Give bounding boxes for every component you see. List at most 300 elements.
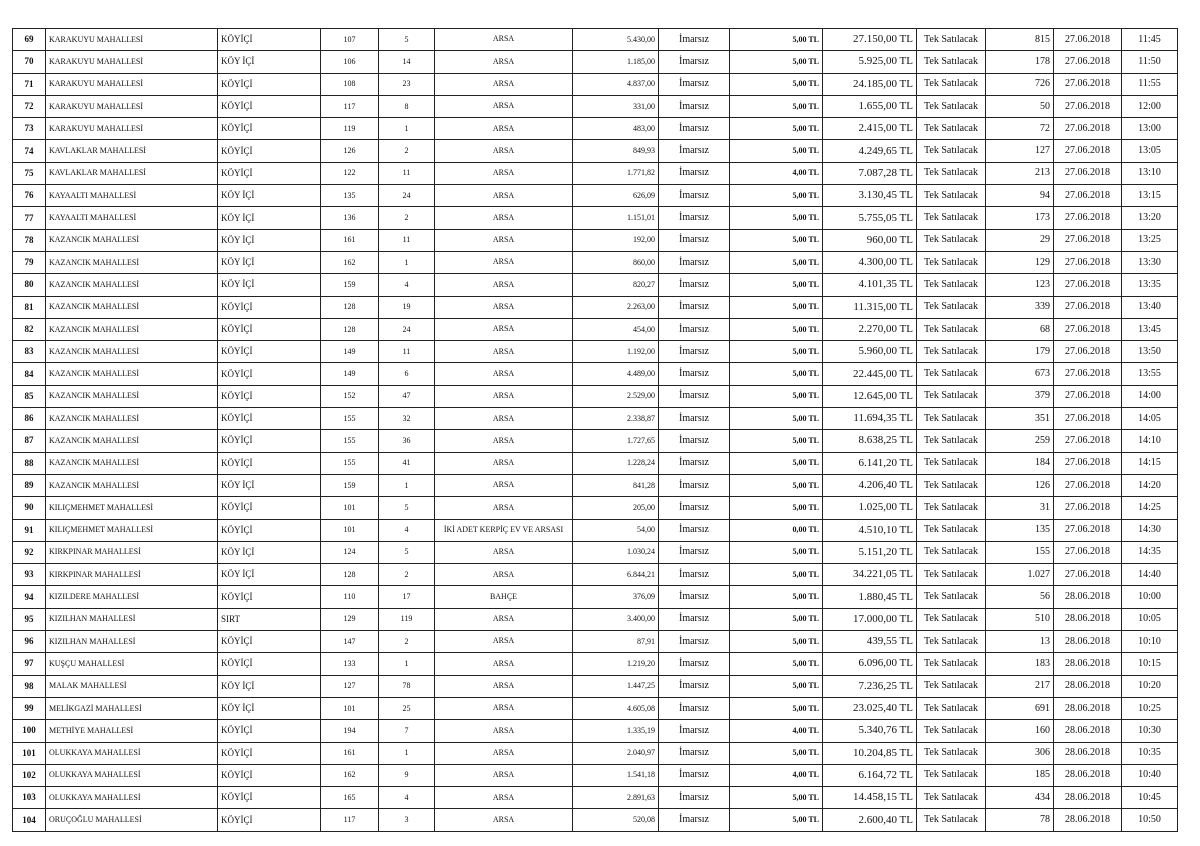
area-cell: 1.228,24 <box>573 452 659 474</box>
auction-date-cell: 27.06.2018 <box>1054 95 1122 117</box>
row-number: 70 <box>13 51 46 73</box>
property-type-cell: ARSA <box>435 251 573 273</box>
row-number: 80 <box>13 274 46 296</box>
neighborhood-cell: KIZILHAN MAHALLESİ <box>46 608 218 630</box>
sale-type-cell: Tek Satılacak <box>917 564 986 586</box>
auction-date-cell: 28.06.2018 <box>1054 809 1122 832</box>
zoning-cell: İmarsız <box>659 586 730 608</box>
sale-type-cell: Tek Satılacak <box>917 185 986 207</box>
deposit-cell: 213 <box>986 162 1054 184</box>
deposit-cell: 691 <box>986 697 1054 719</box>
row-number: 95 <box>13 608 46 630</box>
estimated-value-cell: 2.415,00 TL <box>823 118 917 140</box>
row-number: 103 <box>13 787 46 809</box>
area-cell: 2.040,97 <box>573 742 659 764</box>
parcel-cell: 6 <box>379 363 435 385</box>
auction-time-cell: 10:05 <box>1122 608 1178 630</box>
parcel-cell: 1 <box>379 653 435 675</box>
auction-date-cell: 27.06.2018 <box>1054 385 1122 407</box>
neighborhood-cell: KAZANCIK MAHALLESİ <box>46 274 218 296</box>
auction-time-cell: 10:15 <box>1122 653 1178 675</box>
auction-time-cell: 11:45 <box>1122 29 1178 51</box>
neighborhood-cell: KAYAALTI MAHALLESİ <box>46 185 218 207</box>
table-row <box>13 341 1178 363</box>
estimated-value-cell: 960,00 TL <box>823 229 917 251</box>
sale-type-cell: Tek Satılacak <box>917 73 986 95</box>
estimated-value-cell: 1.655,00 TL <box>823 95 917 117</box>
area-cell: 1.030,24 <box>573 541 659 563</box>
auction-time-cell: 13:35 <box>1122 274 1178 296</box>
property-type-cell: ARSA <box>435 787 573 809</box>
neighborhood-cell: KAZANCIK MAHALLESİ <box>46 474 218 496</box>
table-row <box>13 541 1178 563</box>
zoning-cell: İmarsız <box>659 185 730 207</box>
row-number: 85 <box>13 385 46 407</box>
estimated-value-cell: 439,55 TL <box>823 631 917 653</box>
deposit-cell: 29 <box>986 229 1054 251</box>
estimated-value-cell: 34.221,05 TL <box>823 564 917 586</box>
block-cell: 152 <box>321 385 379 407</box>
unit-price-cell: 5,00 TL <box>730 51 823 73</box>
block-cell: 135 <box>321 185 379 207</box>
row-number: 76 <box>13 185 46 207</box>
area-cell: 1.541,18 <box>573 764 659 786</box>
table-body <box>13 29 1178 832</box>
auction-date-cell: 27.06.2018 <box>1054 408 1122 430</box>
sale-type-cell: Tek Satılacak <box>917 385 986 407</box>
block-cell: 162 <box>321 251 379 273</box>
neighborhood-cell: KAYAALTI MAHALLESİ <box>46 207 218 229</box>
property-type-cell: ARSA <box>435 296 573 318</box>
row-number: 100 <box>13 720 46 742</box>
property-type-cell: ARSA <box>435 185 573 207</box>
sale-type-cell: Tek Satılacak <box>917 29 986 51</box>
auction-date-cell: 27.06.2018 <box>1054 73 1122 95</box>
neighborhood-cell: KIZILDERE MAHALLESİ <box>46 586 218 608</box>
sale-type-cell: Tek Satılacak <box>917 318 986 340</box>
area-cell: 483,00 <box>573 118 659 140</box>
table-row <box>13 363 1178 385</box>
table-row <box>13 207 1178 229</box>
neighborhood-cell: KAZANCIK MAHALLESİ <box>46 229 218 251</box>
parcel-cell: 32 <box>379 408 435 430</box>
deposit-cell: 339 <box>986 296 1054 318</box>
parcel-cell: 11 <box>379 229 435 251</box>
auction-time-cell: 10:50 <box>1122 809 1178 832</box>
sale-type-cell: Tek Satılacak <box>917 452 986 474</box>
row-number: 91 <box>13 519 46 541</box>
parcel-cell: 1 <box>379 118 435 140</box>
parcel-cell: 4 <box>379 274 435 296</box>
location-cell: SIRT <box>218 608 321 630</box>
location-cell: KÖY İÇİ <box>218 251 321 273</box>
location-cell: KÖY İÇİ <box>218 274 321 296</box>
location-cell: KÖY İÇİ <box>218 697 321 719</box>
unit-price-cell: 5,00 TL <box>730 564 823 586</box>
estimated-value-cell: 7.087,28 TL <box>823 162 917 184</box>
unit-price-cell: 5,00 TL <box>730 341 823 363</box>
neighborhood-cell: KARAKUYU MAHALLESİ <box>46 95 218 117</box>
estimated-value-cell: 6.164,72 TL <box>823 764 917 786</box>
block-cell: 136 <box>321 207 379 229</box>
property-type-cell: ARSA <box>435 318 573 340</box>
table-row <box>13 430 1178 452</box>
unit-price-cell: 5,00 TL <box>730 697 823 719</box>
area-cell: 192,00 <box>573 229 659 251</box>
property-type-cell: İKİ ADET KERPİÇ EV VE ARSASI <box>435 519 573 541</box>
neighborhood-cell: KUŞÇU MAHALLESİ <box>46 653 218 675</box>
zoning-cell: İmarsız <box>659 408 730 430</box>
auction-time-cell: 13:00 <box>1122 118 1178 140</box>
row-number: 104 <box>13 809 46 832</box>
zoning-cell: İmarsız <box>659 162 730 184</box>
auction-date-cell: 27.06.2018 <box>1054 229 1122 251</box>
table-row <box>13 162 1178 184</box>
auction-time-cell: 10:30 <box>1122 720 1178 742</box>
sale-type-cell: Tek Satılacak <box>917 519 986 541</box>
zoning-cell: İmarsız <box>659 474 730 496</box>
block-cell: 149 <box>321 363 379 385</box>
parcel-cell: 1 <box>379 474 435 496</box>
row-number: 86 <box>13 408 46 430</box>
auction-time-cell: 13:50 <box>1122 341 1178 363</box>
parcel-cell: 1 <box>379 742 435 764</box>
estimated-value-cell: 8.638,25 TL <box>823 430 917 452</box>
zoning-cell: İmarsız <box>659 497 730 519</box>
neighborhood-cell: KARAKUYU MAHALLESİ <box>46 73 218 95</box>
zoning-cell: İmarsız <box>659 564 730 586</box>
block-cell: 107 <box>321 29 379 51</box>
table-row <box>13 29 1178 51</box>
auction-date-cell: 27.06.2018 <box>1054 497 1122 519</box>
location-cell: KÖY İÇİ <box>218 207 321 229</box>
property-type-cell: ARSA <box>435 363 573 385</box>
property-type-cell: ARSA <box>435 631 573 653</box>
area-cell: 54,00 <box>573 519 659 541</box>
sale-type-cell: Tek Satılacak <box>917 408 986 430</box>
table-row <box>13 608 1178 630</box>
location-cell: KÖY İÇİ <box>218 675 321 697</box>
area-cell: 860,00 <box>573 251 659 273</box>
auction-time-cell: 14:00 <box>1122 385 1178 407</box>
neighborhood-cell: KILIÇMEHMET MAHALLESİ <box>46 519 218 541</box>
property-type-cell: ARSA <box>435 452 573 474</box>
estimated-value-cell: 3.130,45 TL <box>823 185 917 207</box>
sale-type-cell: Tek Satılacak <box>917 162 986 184</box>
block-cell: 119 <box>321 118 379 140</box>
zoning-cell: İmarsız <box>659 385 730 407</box>
property-type-cell: ARSA <box>435 497 573 519</box>
location-cell: KÖYİÇİ <box>218 363 321 385</box>
row-number: 92 <box>13 541 46 563</box>
estimated-value-cell: 5.960,00 TL <box>823 341 917 363</box>
area-cell: 1.192,00 <box>573 341 659 363</box>
location-cell: KÖYİÇİ <box>218 318 321 340</box>
auction-date-cell: 28.06.2018 <box>1054 675 1122 697</box>
area-cell: 376,09 <box>573 586 659 608</box>
block-cell: 110 <box>321 586 379 608</box>
estimated-value-cell: 24.185,00 TL <box>823 73 917 95</box>
neighborhood-cell: KAZANCIK MAHALLESİ <box>46 251 218 273</box>
auction-time-cell: 13:40 <box>1122 296 1178 318</box>
area-cell: 205,00 <box>573 497 659 519</box>
property-type-cell: ARSA <box>435 564 573 586</box>
property-type-cell: ARSA <box>435 162 573 184</box>
table-row <box>13 519 1178 541</box>
row-number: 98 <box>13 675 46 697</box>
row-number: 90 <box>13 497 46 519</box>
location-cell: KÖY İÇİ <box>218 229 321 251</box>
location-cell: KÖYİÇİ <box>218 95 321 117</box>
table-row <box>13 296 1178 318</box>
estimated-value-cell: 5.925,00 TL <box>823 51 917 73</box>
estimated-value-cell: 4.300,00 TL <box>823 251 917 273</box>
table-row <box>13 95 1178 117</box>
neighborhood-cell: KAZANCIK MAHALLESİ <box>46 318 218 340</box>
auction-date-cell: 27.06.2018 <box>1054 318 1122 340</box>
zoning-cell: İmarsız <box>659 541 730 563</box>
estimated-value-cell: 1.025,00 TL <box>823 497 917 519</box>
parcel-cell: 2 <box>379 631 435 653</box>
table-row <box>13 564 1178 586</box>
zoning-cell: İmarsız <box>659 51 730 73</box>
block-cell: 106 <box>321 51 379 73</box>
zoning-cell: İmarsız <box>659 787 730 809</box>
auction-date-cell: 28.06.2018 <box>1054 742 1122 764</box>
deposit-cell: 160 <box>986 720 1054 742</box>
block-cell: 126 <box>321 140 379 162</box>
property-type-cell: ARSA <box>435 430 573 452</box>
table-row <box>13 452 1178 474</box>
auction-date-cell: 27.06.2018 <box>1054 296 1122 318</box>
parcel-cell: 4 <box>379 519 435 541</box>
table-row <box>13 73 1178 95</box>
deposit-cell: 673 <box>986 363 1054 385</box>
auction-date-cell: 27.06.2018 <box>1054 140 1122 162</box>
block-cell: 155 <box>321 430 379 452</box>
auction-time-cell: 10:40 <box>1122 764 1178 786</box>
neighborhood-cell: KILIÇMEHMET MAHALLESİ <box>46 497 218 519</box>
area-cell: 331,00 <box>573 95 659 117</box>
table-row <box>13 385 1178 407</box>
auction-date-cell: 27.06.2018 <box>1054 51 1122 73</box>
deposit-cell: 173 <box>986 207 1054 229</box>
zoning-cell: İmarsız <box>659 363 730 385</box>
location-cell: KÖYİÇİ <box>218 296 321 318</box>
unit-price-cell: 5,00 TL <box>730 296 823 318</box>
unit-price-cell: 5,00 TL <box>730 73 823 95</box>
area-cell: 820,27 <box>573 274 659 296</box>
table-row <box>13 697 1178 719</box>
estimated-value-cell: 4.249,65 TL <box>823 140 917 162</box>
deposit-cell: 123 <box>986 274 1054 296</box>
row-number: 79 <box>13 251 46 273</box>
block-cell: 129 <box>321 608 379 630</box>
location-cell: KÖYİÇİ <box>218 29 321 51</box>
auction-date-cell: 27.06.2018 <box>1054 185 1122 207</box>
row-number: 93 <box>13 564 46 586</box>
parcel-cell: 24 <box>379 318 435 340</box>
area-cell: 3.400,00 <box>573 608 659 630</box>
property-type-cell: BAHÇE <box>435 586 573 608</box>
property-type-cell: ARSA <box>435 118 573 140</box>
auction-date-cell: 27.06.2018 <box>1054 474 1122 496</box>
zoning-cell: İmarsız <box>659 251 730 273</box>
location-cell: KÖY İÇİ <box>218 564 321 586</box>
zoning-cell: İmarsız <box>659 341 730 363</box>
sale-type-cell: Tek Satılacak <box>917 631 986 653</box>
property-type-cell: ARSA <box>435 341 573 363</box>
sale-type-cell: Tek Satılacak <box>917 675 986 697</box>
parcel-cell: 36 <box>379 430 435 452</box>
row-number: 78 <box>13 229 46 251</box>
unit-price-cell: 5,00 TL <box>730 385 823 407</box>
zoning-cell: İmarsız <box>659 274 730 296</box>
block-cell: 147 <box>321 631 379 653</box>
unit-price-cell: 5,00 TL <box>730 118 823 140</box>
location-cell: KÖYİÇİ <box>218 73 321 95</box>
zoning-cell: İmarsız <box>659 430 730 452</box>
sale-type-cell: Tek Satılacak <box>917 51 986 73</box>
sale-type-cell: Tek Satılacak <box>917 787 986 809</box>
table-row <box>13 229 1178 251</box>
block-cell: 162 <box>321 764 379 786</box>
unit-price-cell: 5,00 TL <box>730 809 823 832</box>
estimated-value-cell: 5.340,76 TL <box>823 720 917 742</box>
location-cell: KÖYİÇİ <box>218 519 321 541</box>
table-row <box>13 675 1178 697</box>
unit-price-cell: 5,00 TL <box>730 675 823 697</box>
parcel-cell: 11 <box>379 162 435 184</box>
auction-time-cell: 13:05 <box>1122 140 1178 162</box>
estimated-value-cell: 4.206,40 TL <box>823 474 917 496</box>
row-number: 97 <box>13 653 46 675</box>
property-type-cell: ARSA <box>435 51 573 73</box>
estimated-value-cell: 4.510,10 TL <box>823 519 917 541</box>
auction-time-cell: 13:30 <box>1122 251 1178 273</box>
estimated-value-cell: 5.755,05 TL <box>823 207 917 229</box>
location-cell: KÖYİÇİ <box>218 631 321 653</box>
sale-type-cell: Tek Satılacak <box>917 229 986 251</box>
parcel-cell: 2 <box>379 140 435 162</box>
property-type-cell: ARSA <box>435 653 573 675</box>
area-cell: 849,93 <box>573 140 659 162</box>
deposit-cell: 68 <box>986 318 1054 340</box>
block-cell: 127 <box>321 675 379 697</box>
location-cell: KÖY İÇİ <box>218 474 321 496</box>
block-cell: 128 <box>321 296 379 318</box>
deposit-cell: 135 <box>986 519 1054 541</box>
neighborhood-cell: KAZANCIK MAHALLESİ <box>46 363 218 385</box>
zoning-cell: İmarsız <box>659 653 730 675</box>
deposit-cell: 13 <box>986 631 1054 653</box>
area-cell: 841,28 <box>573 474 659 496</box>
neighborhood-cell: MALAK MAHALLESİ <box>46 675 218 697</box>
parcel-cell: 2 <box>379 564 435 586</box>
auction-time-cell: 13:10 <box>1122 162 1178 184</box>
table-row <box>13 764 1178 786</box>
unit-price-cell: 5,00 TL <box>730 185 823 207</box>
parcel-cell: 5 <box>379 29 435 51</box>
unit-price-cell: 5,00 TL <box>730 95 823 117</box>
auction-date-cell: 28.06.2018 <box>1054 586 1122 608</box>
neighborhood-cell: KARAKUYU MAHALLESİ <box>46 29 218 51</box>
auction-time-cell: 13:15 <box>1122 185 1178 207</box>
neighborhood-cell: OLUKKAYA MAHALLESİ <box>46 742 218 764</box>
area-cell: 4.605,08 <box>573 697 659 719</box>
table-row <box>13 185 1178 207</box>
block-cell: 161 <box>321 742 379 764</box>
block-cell: 128 <box>321 564 379 586</box>
sale-type-cell: Tek Satılacak <box>917 474 986 496</box>
location-cell: KÖY İÇİ <box>218 51 321 73</box>
auction-time-cell: 14:10 <box>1122 430 1178 452</box>
unit-price-cell: 5,00 TL <box>730 207 823 229</box>
area-cell: 87,91 <box>573 631 659 653</box>
area-cell: 454,00 <box>573 318 659 340</box>
sale-type-cell: Tek Satılacak <box>917 586 986 608</box>
auction-time-cell: 10:25 <box>1122 697 1178 719</box>
table-row <box>13 653 1178 675</box>
block-cell: 101 <box>321 497 379 519</box>
table-row <box>13 408 1178 430</box>
sale-type-cell: Tek Satılacak <box>917 251 986 273</box>
location-cell: KÖYİÇİ <box>218 720 321 742</box>
deposit-cell: 56 <box>986 586 1054 608</box>
neighborhood-cell: KAZANCIK MAHALLESİ <box>46 430 218 452</box>
deposit-cell: 306 <box>986 742 1054 764</box>
row-number: 87 <box>13 430 46 452</box>
block-cell: 194 <box>321 720 379 742</box>
row-number: 71 <box>13 73 46 95</box>
auction-date-cell: 27.06.2018 <box>1054 452 1122 474</box>
parcel-cell: 23 <box>379 73 435 95</box>
block-cell: 101 <box>321 697 379 719</box>
parcel-cell: 3 <box>379 809 435 832</box>
auction-date-cell: 28.06.2018 <box>1054 697 1122 719</box>
neighborhood-cell: KAZANCIK MAHALLESİ <box>46 408 218 430</box>
parcel-cell: 17 <box>379 586 435 608</box>
zoning-cell: İmarsız <box>659 140 730 162</box>
deposit-cell: 31 <box>986 497 1054 519</box>
unit-price-cell: 5,00 TL <box>730 29 823 51</box>
auction-date-cell: 27.06.2018 <box>1054 341 1122 363</box>
zoning-cell: İmarsız <box>659 95 730 117</box>
property-type-cell: ARSA <box>435 274 573 296</box>
block-cell: 155 <box>321 408 379 430</box>
unit-price-cell: 5,00 TL <box>730 631 823 653</box>
zoning-cell: İmarsız <box>659 229 730 251</box>
zoning-cell: İmarsız <box>659 519 730 541</box>
estimated-value-cell: 1.880,45 TL <box>823 586 917 608</box>
table-row <box>13 140 1178 162</box>
block-cell: 124 <box>321 541 379 563</box>
auction-time-cell: 13:20 <box>1122 207 1178 229</box>
neighborhood-cell: OLUKKAYA MAHALLESİ <box>46 787 218 809</box>
location-cell: KÖYİÇİ <box>218 586 321 608</box>
property-type-cell: ARSA <box>435 474 573 496</box>
sale-type-cell: Tek Satılacak <box>917 720 986 742</box>
parcel-cell: 8 <box>379 95 435 117</box>
zoning-cell: İmarsız <box>659 608 730 630</box>
auction-date-cell: 27.06.2018 <box>1054 430 1122 452</box>
row-number: 69 <box>13 29 46 51</box>
area-cell: 5.430,00 <box>573 29 659 51</box>
unit-price-cell: 5,00 TL <box>730 318 823 340</box>
parcel-cell: 2 <box>379 207 435 229</box>
auction-time-cell: 11:55 <box>1122 73 1178 95</box>
row-number: 84 <box>13 363 46 385</box>
